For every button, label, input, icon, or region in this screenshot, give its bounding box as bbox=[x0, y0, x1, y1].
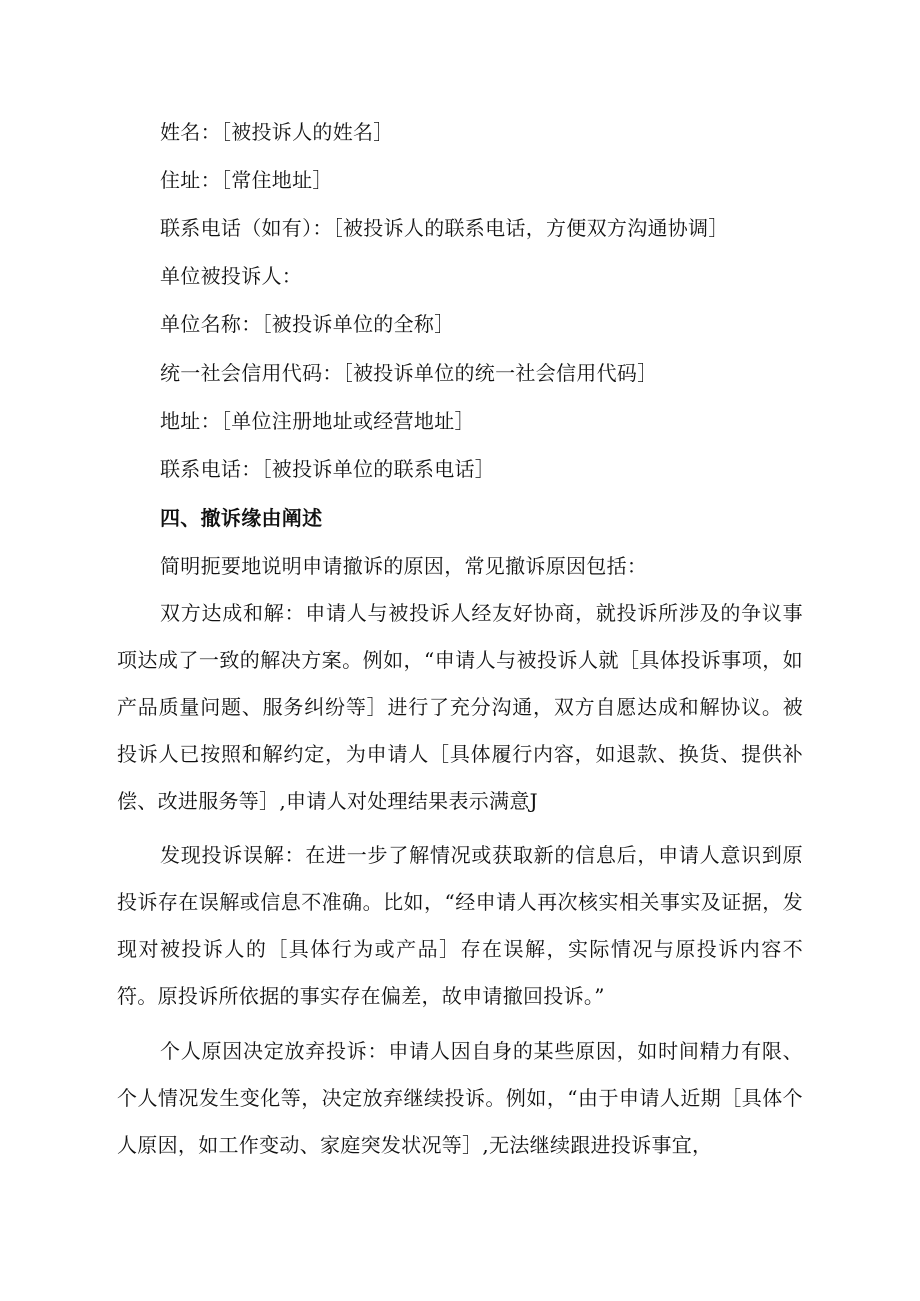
field-phone-optional: 联系电话（如有）：［被投诉人的联系电话，方便双方沟通协调］ bbox=[160, 216, 729, 240]
reason-misunderstanding-paragraph: 发现投诉误解：在进一步了解情况或获取新的信息后，申请人意识到原投诉存在误解或信息不准确。比如，“经申请人再次核实相关事实及证据，发现对被投诉人的［具体行为或产品］存在误解，实际情况与原投诉内容不符。原投诉所依据的事实存在偏差，故申请撤回投诉。” bbox=[117, 843, 803, 1008]
field-name: 姓名：［被投诉人的姓名］ bbox=[160, 120, 394, 144]
field-unit-name: 单位名称：［被投诉单位的全称］ bbox=[160, 312, 455, 336]
field-address: 住址：［常住地址］ bbox=[160, 168, 333, 192]
field-unit-address: 地址：［单位注册地址或经营地址］ bbox=[160, 409, 475, 433]
unit-respondent-heading: 单位被投诉人： bbox=[160, 264, 303, 288]
section-intro: 简明扼要地说明申请撤诉的原因，常见撤诉原因包括： bbox=[160, 554, 648, 578]
reason-settlement-paragraph: 双方达成和解：申请人与被投诉人经友好协商，就投诉所涉及的争议事项达成了一致的解决方案。例如，“申请人与被投诉人就［具体投诉事项，如产品质量问题、服务纠纷等］进行了充分沟通，双方自愿达成和解协议。被投诉人已按照和解约定，为申请人［具体履行内容，如退款、换货、提供补偿、改进服务等］,申请人对处理结果表示满意J bbox=[117, 601, 803, 813]
reason-personal-paragraph: 个人原因决定放弃投诉：申请人因自身的某些原因，如时间精力有限、个人情况发生变化等，决定放弃继续投诉。例如，“由于申请人近期［具体个人原因，如工作变动、家庭突发状况等］,无法继续跟进投诉事宜， bbox=[117, 1039, 803, 1157]
field-credit-code: 统一社会信用代码：［被投诉单位的统一社会信用代码］ bbox=[160, 361, 658, 385]
field-unit-phone: 联系电话：［被投诉单位的联系电话］ bbox=[160, 457, 496, 481]
section-title: 四、撤诉缘由阐述 bbox=[160, 506, 323, 530]
